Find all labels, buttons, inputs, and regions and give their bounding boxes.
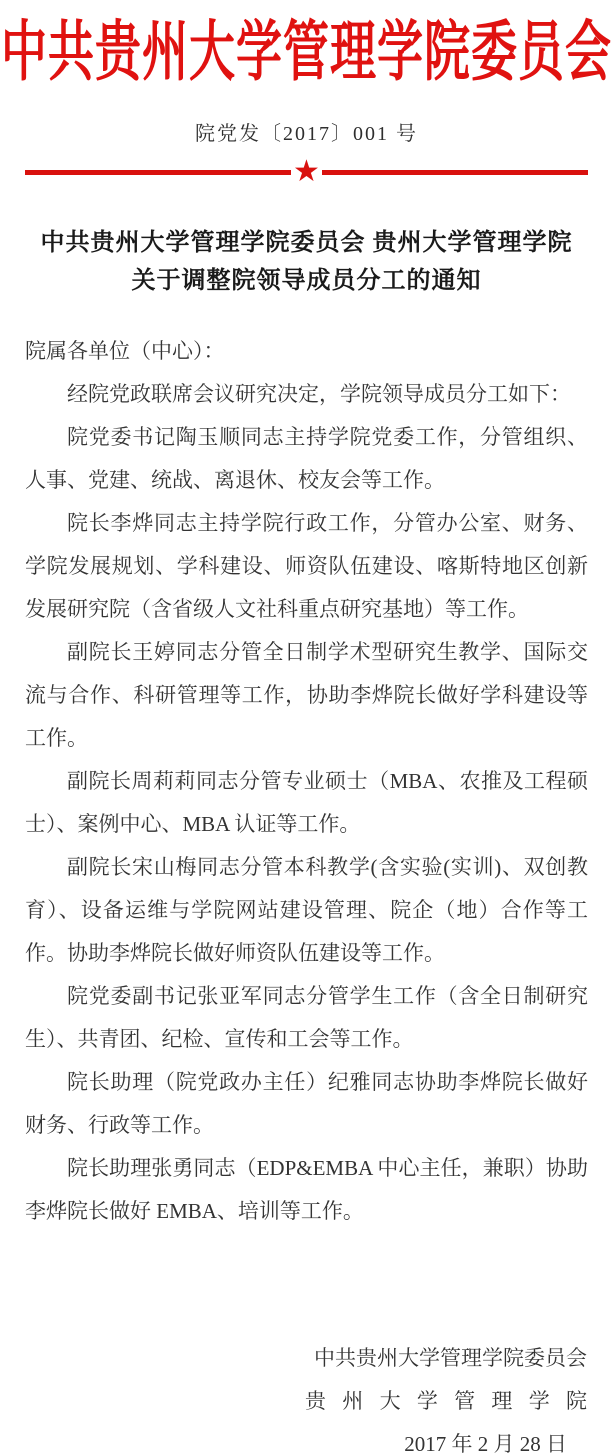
paragraph: 院党委副书记张亚军同志分管学生工作（含全日制研究生）、共青团、纪检、宣传和工会等工作。	[25, 984, 588, 1051]
paragraph: 院党委书记陶玉顺同志主持学院党委工作，分管组织、人事、党建、统战、离退休、校友会等工作。	[25, 425, 588, 492]
document-body	[25, 330, 588, 1233]
paragraph: 院长助理张勇同志（EDP&EMBA 中心主任，兼职）协助李烨院长做好 EMBA、培训等工作。	[25, 1156, 588, 1223]
red-rule-right	[322, 170, 588, 175]
paragraph: 院长李烨同志主持学院行政工作，分管办公室、财务、学院发展规划、学科建设、师资队伍建设、喀斯特地区创新发展研究院（含省级人文社科重点研究基地）等工作。	[25, 511, 588, 621]
document-number: 院党发〔2017〕001 号	[195, 123, 418, 145]
signature-block	[305, 1337, 587, 1453]
star-icon: ★	[293, 154, 320, 189]
red-rule-left	[25, 170, 291, 175]
document-title	[25, 224, 588, 300]
document-title-line-1: 中共贵州大学管理学院委员会 贵州大学管理学院	[40, 230, 573, 256]
signature-school: 贵 州 大 学 管 理 学 院	[305, 1389, 587, 1413]
paragraph: 副院长周莉莉同志分管专业硕士（MBA、农推及工程硕士）、案例中心、MBA 认证等工作。	[25, 769, 588, 836]
paragraph: 院长助理（院党政办主任）纪雅同志协助李烨院长做好财务、行政等工作。	[25, 1070, 588, 1137]
salutation: 院属各单位（中心）：	[25, 339, 225, 363]
document-title-line-2: 关于调整院领导成员分工的通知	[131, 268, 482, 294]
red-header-org-name: 中共贵州大学管理学院委员会	[1, 14, 612, 89]
signature-committee: 中共贵州大学管理学院委员会	[314, 1346, 587, 1370]
paragraph: 经院党政联席会议研究决定，学院领导成员分工如下：	[67, 382, 571, 406]
signature-date: 2017 年 2 月 28 日	[404, 1432, 567, 1453]
paragraph: 副院长宋山梅同志分管本科教学(含实验(实训)、双创教育）、设备运维与学院网站建设管理、院企（地）合作等工作。协助李烨院长做好师资队伍建设等工作。	[25, 855, 588, 965]
red-rule-with-star	[25, 156, 588, 188]
paragraph: 副院长王婷同志分管全日制学术型研究生教学、国际交流与合作、科研管理等工作，协助李烨院长做好学科建设等工作。	[25, 640, 588, 750]
